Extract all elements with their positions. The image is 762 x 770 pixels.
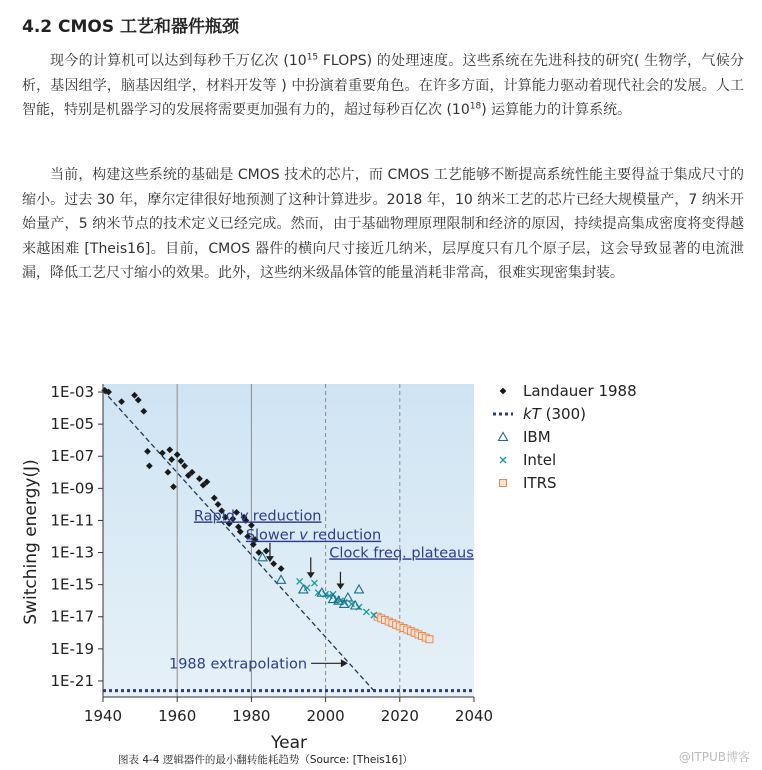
annotation-label: [194, 508, 322, 524]
legend-label-italic: kT: [523, 405, 541, 423]
x-axis-label: Year: [271, 733, 307, 753]
annotation-label: [246, 528, 381, 544]
switching-energy-chart: [0, 372, 762, 770]
legend-label: [523, 405, 586, 423]
y-tick-label: 1E-03: [50, 383, 94, 402]
paragraph-1-sup-1: 15: [306, 52, 319, 63]
y-tick-label: 1E-05: [50, 415, 94, 434]
paragraph-1-part-b: FLOPS) 的处理速度。这些系统在先进科技的研究( 生物学，气候分析，基因组学，脑基因组学，材料开发等 ) 中扮演着重要角色。在许多方面，计算能力驱动着现代社会的发展。人工智能，特别是机器学习的发展将需要更加强有力的，超过每秒百亿次 (10: [22, 53, 744, 118]
y-tick-label: 1E-09: [50, 479, 94, 498]
x-tick-label: 2040: [454, 707, 494, 725]
legend-label-rest: (300): [540, 405, 586, 423]
x-tick-label: 2020: [380, 707, 419, 725]
x-tick-label: 1960: [158, 707, 197, 725]
y-tick-label: 1E-07: [50, 447, 94, 466]
annotation-label: [329, 545, 473, 561]
annotation-text-italic: v: [239, 508, 249, 525]
document-heading: 4.2 CMOS 工艺和器件瓶颈: [22, 17, 240, 37]
x-tick-label: 2000: [306, 707, 345, 725]
figure-caption: 图表 4-4 逻辑器件的最小翻转能耗趋势（Source: [Theis16]）: [118, 754, 413, 766]
y-tick-label: 1E-13: [50, 543, 94, 562]
y-tick-label: 1E-21: [50, 671, 94, 690]
legend-label: Landauer 1988: [523, 382, 637, 400]
y-tick-label: 1E-15: [50, 575, 94, 594]
paragraph-1-part-a: 现今的计算机可以达到每秒千万亿次 (10: [50, 53, 307, 69]
paragraph-1-sup-2: 18: [469, 101, 482, 112]
y-tick-label: 1E-11: [50, 511, 94, 530]
y-tick-label: 1E-19: [50, 639, 94, 658]
legend-swatch-landauer: [500, 388, 507, 395]
annotation-text-pre: Rapid: [193, 508, 240, 525]
legend-label: Intel: [523, 451, 557, 469]
legend-label: ITRS: [523, 474, 557, 492]
x-tick-label: 1940: [83, 707, 123, 725]
y-axis-ticks: [50, 383, 103, 697]
legend-swatch-ibm: [499, 433, 508, 441]
x-tick-label: 1980: [232, 707, 271, 725]
legend-swatch-intel: [500, 457, 506, 463]
paragraph-1-part-c: ) 运算能力的计算系统。: [481, 102, 632, 118]
annotation-text-italic: v: [299, 527, 308, 544]
y-axis-label: Switching energy(J): [21, 459, 41, 625]
annotation-text-post: reduction: [307, 527, 382, 544]
y-tick-label: 1E-17: [50, 607, 94, 626]
legend-label: IBM: [523, 428, 551, 446]
annotation-text-pre: 1988 extrapolation: [168, 656, 308, 673]
annotation-label: [169, 656, 307, 672]
legend: [493, 382, 637, 492]
annotation-text-pre: Clock freq. plateaus: [329, 545, 474, 562]
annotation-text-pre: Slower: [245, 527, 300, 544]
annotation-text-post: reduction: [248, 508, 322, 525]
watermark: @ITPUB博客: [678, 750, 750, 764]
paragraph-1: [22, 49, 744, 123]
legend-swatch-itrs: [500, 480, 507, 487]
itrs-point: [426, 636, 433, 643]
x-axis-ticks: [84, 697, 493, 725]
paragraph-2: 当前，构建这些系统的基础是 CMOS 技术的芯片，而 CMOS 工艺能够不断提高系统性能主要得益于集成尺寸的缩小。过去 30 年，摩尔定律很好地预测了这种计算进步。2018 年，10 纳米工艺的芯片已经大规模量产，7 纳米开始量产，5 纳米节点的技术定义已经完成。然而，由于基础物理原理限制和经济的原因，持续提高集成密度将变得越来越困难 [Theis16]。目前，CMOS 器件的横向尺寸接近几纳米，层厚度只有几个原子层，这会导致显著的电流泄漏，降低工艺尺寸缩小的效果。此外，这些纳米级晶体管的能量消耗非常高，很难实现密集封装。: [22, 167, 744, 281]
